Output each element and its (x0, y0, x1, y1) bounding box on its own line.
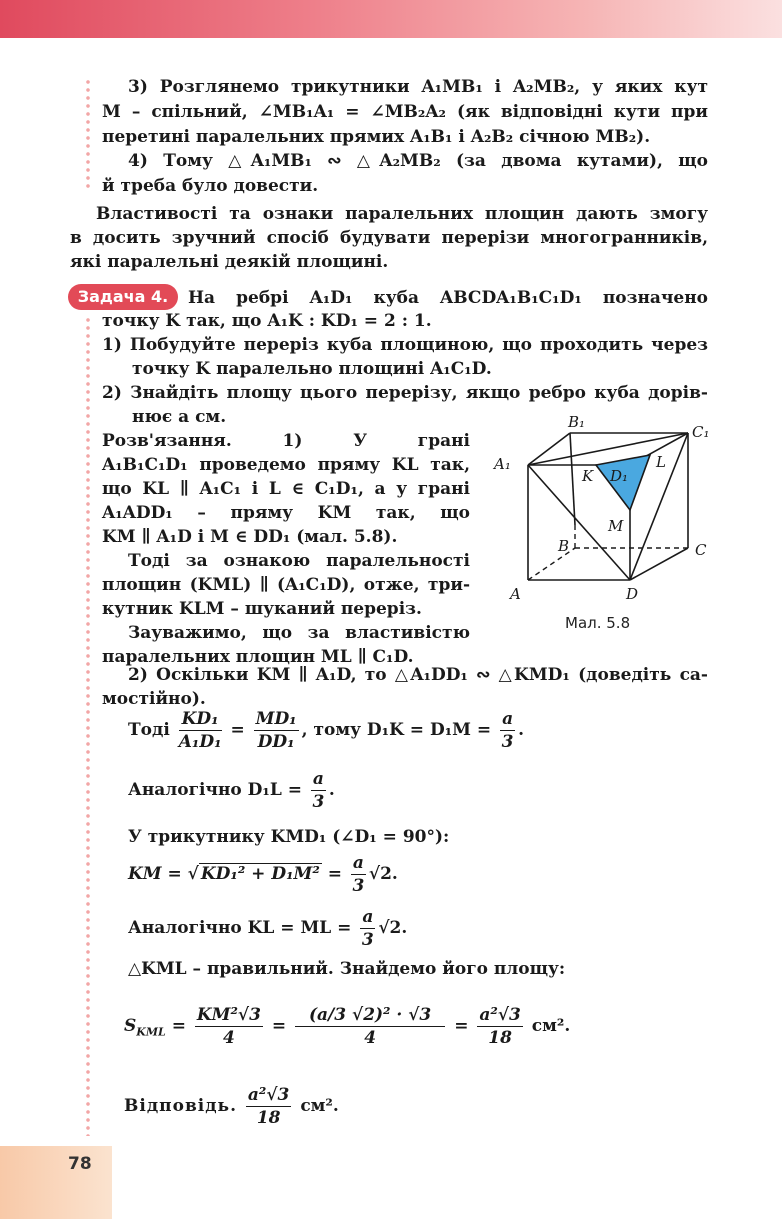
solution-line7: площин (KML) ∥ (A₁C₁D), отже, три- (102, 575, 470, 595)
label-B: B (558, 537, 570, 555)
margin-dots-top (86, 78, 90, 190)
label-M: M (608, 517, 624, 535)
solution-line2: A₁B₁C₁D₁ проведемо пряму KL так, (102, 455, 470, 475)
regular-triangle-line: △KML – правильний. Знайдемо його площу: (128, 959, 566, 979)
label-A1: A₁ (494, 455, 511, 473)
label-C1: C₁ (692, 423, 710, 441)
task-q2-line1: 2) Знайдіть площу цього перерізу, якщо ребро куба дорів- (102, 383, 708, 403)
page-number-block (0, 1146, 112, 1219)
label-A: A (510, 585, 521, 603)
equation-d1l: Аналогічно D₁L = $\frac{a}{3}$ . (128, 769, 335, 812)
task-q1-line2: точку K паралельно площині A₁C₁D. (132, 359, 492, 379)
part2-line2: мостійно). (102, 689, 206, 709)
triangle-kmd1-line: У трикутнику KMD₁ (∠D₁ = 90°): (128, 827, 450, 847)
solution-line1: Розв'язання. 1) У грані (102, 431, 470, 451)
intro-line2: в досить зручний спосіб будувати перерізи многогранників, (70, 228, 708, 248)
label-C: C (695, 541, 707, 559)
answer: Відповідь. $\frac{\text{a²√3}}{18}$ см². (124, 1085, 339, 1128)
task-q1-line1: 1) Побудуйте переріз куба площиною, що проходить через (102, 335, 708, 355)
margin-dots-bottom (86, 316, 90, 1136)
task-q2-line2: нює a см. (132, 407, 227, 427)
task-line1: На ребрі A₁D₁ куба ABCDA₁B₁C₁D₁ позначено (188, 288, 708, 308)
label-D: D (626, 585, 639, 603)
figure-caption: Мал. 5.8 (565, 614, 631, 632)
cube-figure (490, 405, 720, 610)
step4-line2: й треба було довести. (102, 176, 319, 196)
part2-line1: 2) Оскільки KM ∥ A₁D, то △A₁DD₁ ∾ △KMD₁ (доведіть са- (128, 665, 708, 685)
equation-kl: Аналогічно KL = ML = $\frac{a}{3}$ √2. (128, 907, 408, 950)
solution-line8: кутник KLM – шуканий переріз. (102, 599, 422, 619)
label-D1: D₁ (610, 467, 629, 485)
solution-line6: Тоді за ознакою паралельності (128, 551, 470, 571)
solution-line10: паралельних площин ML ∥ C₁D. (102, 647, 414, 667)
equation-ratio: Тоді $\frac{\text{KD₁}}{\text{A₁D₁}}$ = $\frac{\text{MD₁}}{\text{DD₁}}$ , тому D₁K = D₁M = $\frac{a}{3}$ . (128, 709, 524, 752)
label-L: L (656, 453, 666, 471)
page-number: 78 (68, 1154, 92, 1174)
solution-line4: A₁ADD₁ – пряму KM так, що (102, 503, 470, 523)
step3-line3: перетині паралельних прямих A₁B₁ і A₂B₂ січною MB₂). (102, 127, 651, 147)
top-decorative-band (0, 0, 782, 38)
step3-line2: M – спільний, ∠MB₁A₁ = ∠MB₂A₂ (як відповідні кути при (102, 102, 708, 122)
label-B1: B₁ (568, 413, 586, 431)
step3-line1: 3) Розглянемо трикутники A₁MB₁ і A₂MB₂, у яких кут (128, 77, 708, 97)
equation-area: $S_{KML}$ = $\frac{\text{KM²√3}}{4}$ = $\frac{\text{(a/3 √2)² · √3}}{4}$ = $\frac{\text{a²√3}}{18}$ см². (124, 1005, 571, 1048)
equation-km: KM = √ KD₁² + D₁M² = $\frac{a}{3}$ √2. (128, 853, 398, 896)
solution-line9: Зауважимо, що за властивістю (128, 623, 470, 643)
label-K: K (582, 467, 594, 485)
intro-line1: Властивості та ознаки паралельних площин дають змогу (96, 204, 708, 224)
step4-line1: 4) Тому △A₁MB₁ ∾ △A₂MB₂ (за двома кутами), що (128, 151, 708, 171)
task-badge: Задача 4. (68, 284, 178, 310)
intro-line3: які паралельні деякій площині. (70, 252, 389, 272)
solution-line3: що KL ∥ A₁C₁ і L ∈ C₁D₁, а у грані (102, 479, 470, 499)
solution-line5: KM ∥ A₁D і M ∈ DD₁ (мал. 5.8). (102, 527, 398, 547)
task-line2: точку K так, що A₁K : KD₁ = 2 : 1. (102, 311, 432, 331)
